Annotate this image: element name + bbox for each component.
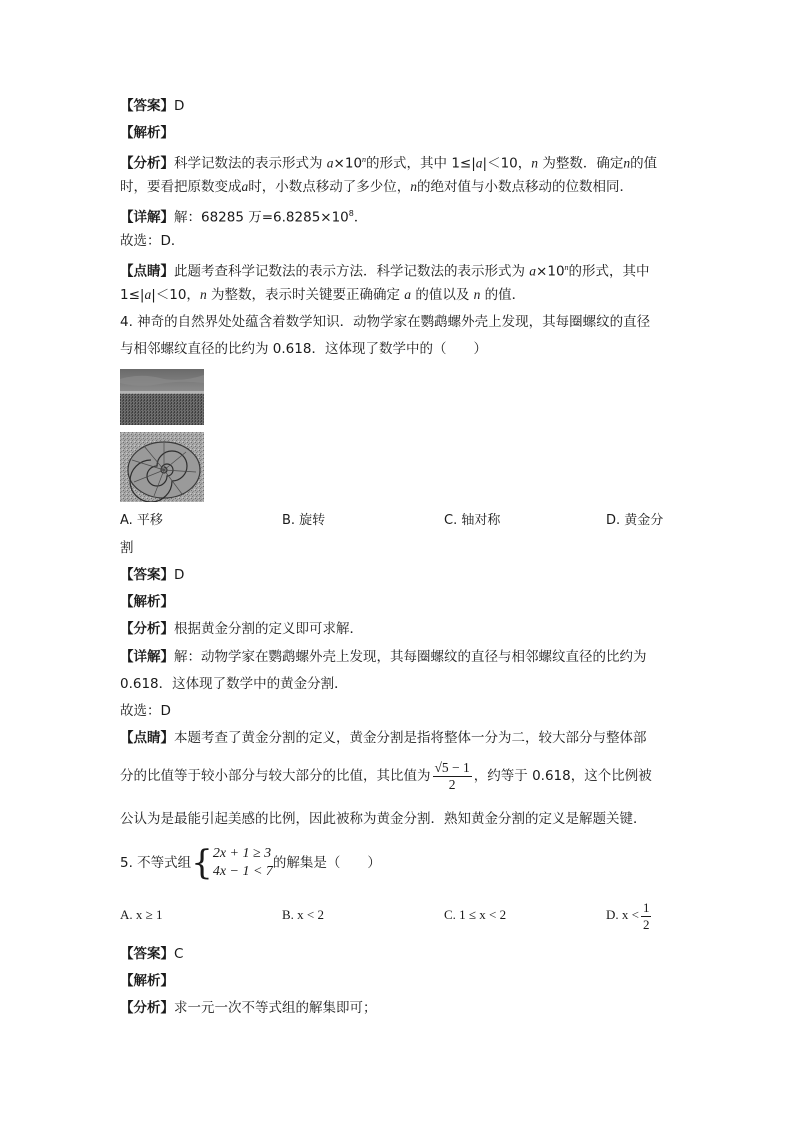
q4-stem-line-1: [120, 313, 650, 331]
nautilus-shell-photo: [120, 432, 204, 502]
q4-choice-line: [120, 702, 171, 720]
text: 此题考查科学记数法的表示方法．科学记数法的表示形式为: [174, 263, 530, 280]
q4-option-a: A. 平移: [120, 513, 163, 528]
text: 的绝对值与小数点移动的位数相同．: [417, 179, 633, 195]
question-text: 5. 不等式组: [120, 855, 192, 871]
text: 为整数．确定: [538, 155, 624, 172]
dianjing-tag: 【点睛】: [120, 730, 174, 746]
text: 的值．: [480, 287, 526, 303]
var-a: a: [475, 155, 483, 171]
text: 解：动物学家在鹦鹉螺外壳上发现，其每圈螺纹的直径与相邻螺纹直径的比约为: [174, 649, 647, 665]
text: 本题考查了黄金分割的定义，黄金分割是指将整体一分为二，较大部分与整体部: [174, 730, 647, 746]
var-n: n: [623, 155, 631, 171]
question-text: 的解集是（ ）: [272, 855, 381, 871]
q4-option-d: D. 黄金分: [606, 513, 664, 528]
text: |＜10，: [151, 287, 200, 303]
landscape-photo-graphic: [120, 369, 204, 425]
text: 分的比值等于较小部分与较大部分的比值，其比值为: [120, 768, 431, 784]
fraction-denominator: 2: [448, 776, 456, 792]
q5-analysis-line: [120, 972, 174, 990]
q5-answer-line: [120, 945, 183, 963]
var-n: n: [410, 179, 417, 194]
var-n: n: [199, 287, 207, 302]
exponent: 8: [348, 209, 354, 218]
fraction-numerator: 1: [642, 899, 650, 915]
text: 的值: [630, 155, 658, 172]
q5-option-c: C. 1 ≤ x < 2: [444, 907, 507, 922]
inequality-system: [213, 845, 273, 881]
q3-fenxi-line-2: [120, 178, 633, 196]
question-text: 4. 神奇的自然界处处蕴含着数学知识．动物学家在鹦鹉螺外壳上发现，其每圈螺纹的直径: [120, 314, 651, 330]
var-a: a: [241, 179, 249, 194]
text: 为整数，表示时关键要正确确定: [206, 287, 405, 303]
answer-value: D: [174, 98, 185, 114]
text: 1≤|: [120, 287, 145, 303]
text: 时，要看把原数变成: [120, 179, 242, 195]
choice-text: 故选：D．: [120, 233, 185, 249]
q5-option-b: B. x < 2: [282, 907, 325, 922]
option-d-text: D. x <: [606, 907, 639, 922]
answer-tag: 【答案】: [120, 98, 174, 114]
text: 科学记数法的表示形式为: [174, 155, 327, 172]
inequality-1: 2x + 1 ≥ 3: [212, 846, 272, 861]
analysis-tag: 【解析】: [120, 973, 174, 989]
answer-tag: 【答案】: [120, 946, 174, 962]
fenxi-tag: 【分析】: [120, 1000, 174, 1016]
landscape-photo: [120, 369, 204, 425]
q5-stem-line: [120, 845, 381, 881]
q5-option-d: [606, 898, 653, 933]
q4-fenxi-line: [120, 620, 363, 638]
q4-xiangjie-line-2: [120, 675, 348, 693]
q3-dianjing-line-1: [120, 259, 650, 281]
var-a: a: [404, 287, 412, 302]
brace-icon: {: [191, 843, 213, 883]
exponent: n: [362, 155, 367, 164]
nautilus-shell-graphic: [120, 432, 204, 502]
fenxi-tag: 【分析】: [120, 155, 174, 172]
xiangjie-tag: 【详解】: [120, 209, 174, 226]
fraction-denominator: 2: [642, 916, 650, 932]
text: 的值以及: [411, 287, 474, 303]
q3-answer-line: [120, 97, 184, 115]
text: |＜10，: [482, 155, 532, 172]
golden-ratio-fraction: [433, 760, 472, 793]
text: 的形式，其中 1≤|: [366, 155, 476, 172]
q3-choice-line: [120, 232, 184, 250]
q4-option-b: B. 旋转: [282, 513, 326, 528]
text: 公认为是最能引起美感的比例，因此被称为黄金分割．熟知黄金分割的定义是解题关键．: [120, 811, 647, 827]
text: 0.618．这体现了数学中的黄金分割．: [120, 676, 348, 692]
q4-analysis-line: [120, 593, 174, 611]
var-a: a: [326, 155, 334, 171]
times-ten: ×10: [536, 263, 565, 280]
q4-option-d-wrap: 割: [120, 540, 134, 556]
text: 时，小数点移动了多少位，: [248, 179, 411, 195]
inequality-2: 4x − 1 < 7: [212, 864, 273, 879]
text: 的形式，其中: [568, 263, 650, 280]
var-a: a: [144, 287, 152, 302]
answer-value: D: [174, 567, 185, 583]
q4-option-c: C. 轴对称: [444, 513, 501, 528]
q3-xiangjie-line: [120, 205, 367, 227]
question-text: 与相邻螺纹直径的比约为 0.618．这体现了数学中的（ ）: [120, 341, 487, 357]
exponent: n: [564, 263, 569, 272]
fenxi-tag: 【分析】: [120, 621, 174, 637]
answer-tag: 【答案】: [120, 567, 174, 583]
var-a: a: [529, 263, 537, 279]
xiangjie-tag: 【详解】: [120, 649, 174, 665]
q4-dianjing-line-3: [120, 810, 647, 828]
analysis-tag: 【解析】: [120, 594, 174, 610]
choice-text: 故选：D: [120, 703, 171, 719]
text: ．: [353, 209, 368, 226]
dianjing-tag: 【点睛】: [120, 263, 174, 280]
var-n: n: [531, 155, 539, 171]
analysis-tag: 【解析】: [120, 125, 174, 141]
q3-fenxi-line-1: [120, 151, 657, 173]
q4-stem-line-2: [120, 340, 487, 358]
half-fraction: [641, 900, 652, 933]
q5-option-a: A. x ≥ 1: [120, 907, 163, 922]
text: ，约等于 0.618，这个比例被: [473, 768, 652, 784]
q3-dianjing-line-2: [120, 286, 525, 304]
var-n: n: [473, 287, 481, 302]
q4-answer-line: [120, 566, 184, 584]
q4-dianjing-line-1: [120, 729, 647, 747]
text: 求一元一次不等式组的解集即可；: [174, 1000, 377, 1016]
times-ten: ×10: [333, 155, 363, 172]
text: 解：68285 万=6.8285×10: [174, 209, 349, 226]
answer-value: C: [174, 946, 184, 962]
text: 根据黄金分割的定义即可求解．: [174, 621, 363, 637]
q4-dianjing-line-2: [120, 758, 652, 794]
fraction-numerator: √5 − 1: [434, 759, 470, 775]
q3-analysis-line: [120, 124, 174, 142]
q5-fenxi-line: [120, 999, 377, 1017]
q4-xiangjie-line-1: [120, 648, 647, 666]
